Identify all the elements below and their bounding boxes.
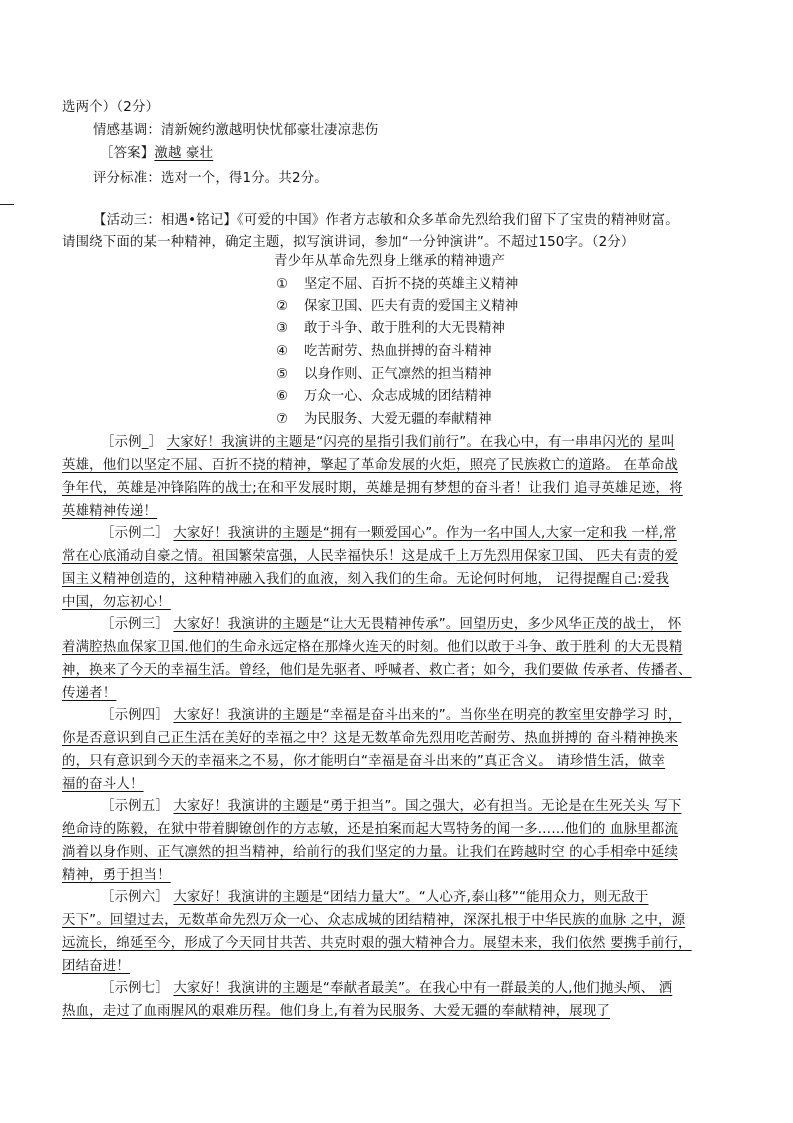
- example-6-line4: 团结奋进！: [62, 959, 130, 974]
- example-2-line1: ［示例二］ 大家好！我演讲的主题是“拥有一颗爱国心”。作为一名中国人,大家一定和我 一样,常: [101, 526, 677, 541]
- example-2-line3: 国主义精神创造的，这种精神融入我们的血液，刻入我们的生命。无论何时何地， 记得提醒自己:爱我: [62, 572, 670, 587]
- example-3-line2: 着满腔热血保家卫国.他们的生命永远定格在那烽火连天的时刻。他们以敢于斗争、敢于胜利 的大无畏精: [62, 640, 683, 655]
- example-5-line2: 绝命诗的陈毅，在狱中带着脚镣创作的方志敏，还是拍案而起大骂特务的闻一多……他们的 血脉里都流: [62, 822, 679, 837]
- spirit-list-item: ⑥ 万众一心、众志成城的团结精神: [276, 389, 492, 404]
- activity-intro-line1: 【活动三：相遇•铭记】《可爱的中国》作者方志敏和众多革命先烈给我们留下了宝贵的精神财富。: [93, 213, 679, 228]
- example-4-line3: 的，只有意识到今天的幸福来之不易，你才能明白“幸福是奋斗出来的”真正含义。 请珍惜生活，做幸: [62, 754, 666, 769]
- example-6-line2: 天下”。回望过去，无数革命先烈万众一心、众志成城的团结精神，深深扎根于中华民族的血脉 之中，源: [62, 913, 686, 928]
- example-label: ［示例三］: [101, 617, 169, 632]
- example-7-line1: ［示例七］ 大家好！我演讲的主题是“奉献者最美”。在我心中有一群最美的人,他们抛头颅、 洒: [101, 981, 673, 996]
- example-2-line2: 常在心底涌动自豪之情。祖国繁荣富强，人民幸福快乐！这是成千上万先烈用保家卫国、 匹夫有责的爱: [62, 549, 679, 564]
- margin-mark: [0, 204, 14, 205]
- example-5-line1: ［示例五］ 大家好！我演讲的主题是“勇于担当”。国之强大，必有担当。无论是在生死关头 写下: [101, 799, 682, 814]
- example-label: ［示例七］: [101, 981, 169, 996]
- example-4-line2: 你是否意识到自己正生活在美好的幸福之中？这是无数革命先烈用吃苦耐劳、热血拼搏的 奋斗精神换来: [62, 731, 679, 746]
- example-7-line2: 热血，走过了血雨腥风的艰难历程。他们身上,有着为民服务、大爱无疆的奉献精神，展现了: [62, 1004, 611, 1019]
- example-label: ［示例五］: [101, 799, 169, 814]
- example-label: ［示例_］: [101, 435, 163, 450]
- example-1-line4: 英雄精神传递！: [62, 504, 158, 519]
- example-3-line1: ［示例三］ 大家好！我演讲的主题是“让大无畏精神传承”。回望历史，多少风华正茂的战士， 怀: [101, 617, 682, 632]
- answer-label: ［答案】: [100, 146, 155, 161]
- example-3-line4: 传递者！: [62, 686, 117, 701]
- activity-intro-line2: 请围绕下面的某一种精神，确定主题，拟写演讲词，参加“一分钟演讲”。不超过150字。（2分）: [62, 235, 635, 250]
- list-title: 青少年从革命先烈身上继承的精神遗产: [274, 254, 506, 269]
- spirit-list-item: ⑤ 以身作则、正气凛然的担当精神: [276, 367, 492, 382]
- example-label: ［示例四］: [101, 708, 169, 723]
- example-5-line4: 精神，勇于担当！: [62, 868, 171, 883]
- example-2-line4: 中国，勿忘初心！: [62, 595, 171, 610]
- question-tail: 选两个）（2分）: [62, 100, 160, 115]
- spirit-list-item: ③ 敢于斗争、敢于胜利的大无畏精神: [276, 321, 505, 336]
- spirit-list-item: ① 坚定不屈、百折不挠的英雄主义精神: [276, 277, 519, 292]
- example-1-line2: 英雄，他们以坚定不屈、百折不挠的精神，擎起了革命发展的火炬，照亮了民族救亡的道路。 在革命战: [62, 458, 679, 473]
- example-label: ［示例二］: [101, 526, 169, 541]
- answer-line: [100, 145, 213, 163]
- example-5-line3: 淌着以身作则、正气凛然的担当精神，给前行的我们坚定的力量。让我们在跨越时空 的心手相牵中延续: [62, 845, 679, 860]
- example-6-line1: ［示例六］ 大家好！我演讲的主题是“团结力量大”。“人心齐,泰山移”“能用众力，则无敌于: [101, 890, 649, 905]
- example-4-line4: 福的奋斗人！: [62, 777, 144, 792]
- example-6-line3: 远流长，绵延至今，形成了今天同甘共苦、共克时艰的强大精神合力。展望未来，我们依然 要携手前行，: [62, 936, 692, 951]
- spirit-list-item: ② 保家卫国、匹夫有责的爱国主义精神: [276, 299, 519, 314]
- example-1-line3: 争年代，英雄是冲锋陷阵的战士;在和平发展时期，英雄是拥有梦想的奋斗者！让我们 追寻英雄足迹，将: [62, 481, 683, 496]
- spirit-list-item: ④ 吃苦耐劳、热血拼搏的奋斗精神: [276, 344, 492, 359]
- example-1-line1: ［示例_］ 大家好！我演讲的主题是“闪亮的星指引我们前行”。在我心中，有一串串闪光的 星叫: [101, 435, 675, 450]
- example-4-line1: ［示例四］ 大家好！我演讲的主题是“幸福是奋斗出来的”。当你坐在明亮的教室里安静学习 时，: [101, 708, 682, 723]
- example-3-line3: 神，换来了今天的幸福生活。曾经，他们是先驱者、呼喊者、救亡者；如今，我们要做 传承者、传播者、: [62, 663, 692, 678]
- answer-value: 激越 豪壮: [154, 146, 214, 161]
- example-label: ［示例六］: [101, 890, 169, 905]
- emotion-options: 情感基调：清新婉约激越明快忧郁豪壮凄凉悲伤: [93, 123, 379, 138]
- scoring-standard: 评分标准：选对一个，得1分。共2分。: [93, 171, 328, 186]
- spirit-list-item: ⑦ 为民服务、大爱无疆的奉献精神: [276, 412, 492, 427]
